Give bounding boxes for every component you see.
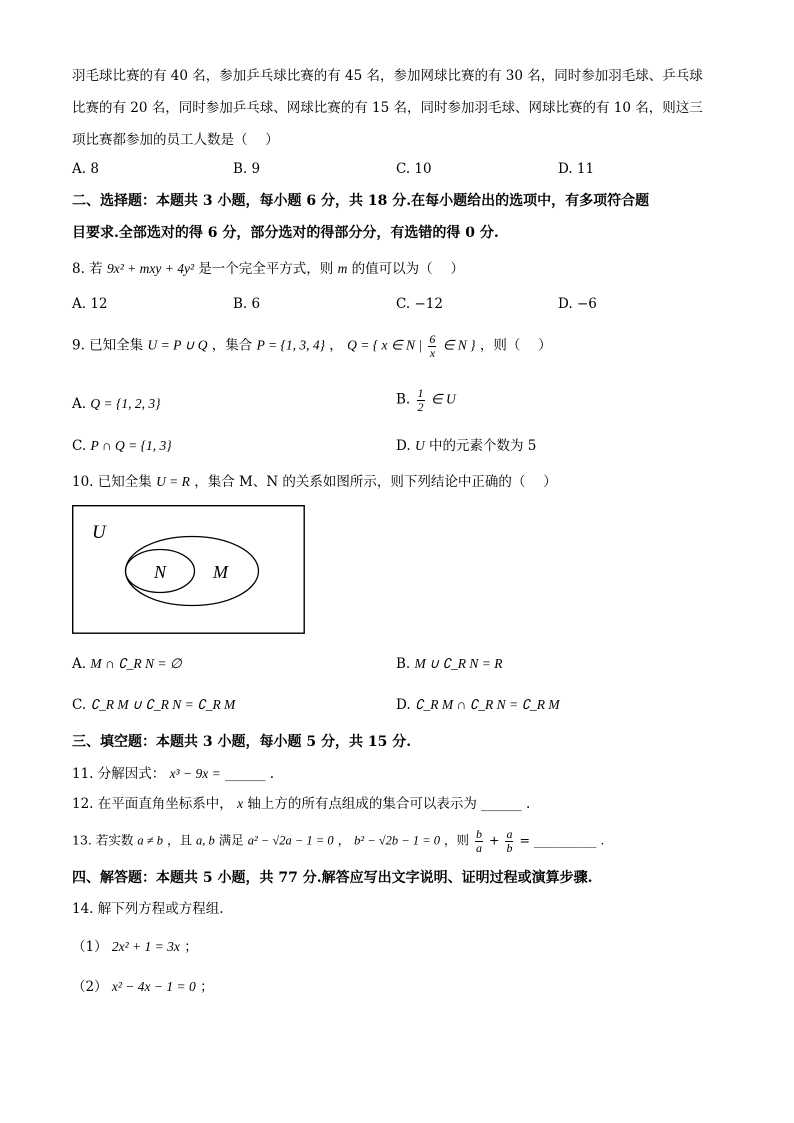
- section-2-heading-line-1: 二、选择题：本题共 3 小题，每小题 6 分，共 18 分.在每小题给出的选项中，有多项符合题: [72, 193, 650, 209]
- q9-mid-1: ，集合: [211, 337, 253, 354]
- q8-option-b: B. 6: [233, 296, 261, 312]
- q10-suffix: ，集合 M、N 的关系如图所示，则下列结论中正确的（ ）: [194, 474, 557, 490]
- q10-option-a-label: A.: [72, 656, 87, 672]
- venn-label-m: M: [213, 562, 228, 582]
- q9-option-c-label: C.: [72, 438, 87, 454]
- q9-fraction-denominator: x: [429, 345, 436, 360]
- q8-mid: 是一个完全平方式，则: [198, 261, 334, 277]
- q7-option-c: C. 10: [396, 161, 432, 177]
- q13-equation-2: b² − √2b − 1 = 0: [354, 833, 441, 848]
- section-3-heading: 三、填空题：本题共 3 小题，每小题 5 分，共 15 分.: [72, 734, 412, 750]
- q12-stem: [72, 797, 530, 812]
- q12-prefix: 12. 在平面直角坐标系中，: [72, 796, 233, 812]
- q9-option-d-text: 中的元素个数为 5: [428, 438, 537, 454]
- q7-stem-line-2: 比赛的有 20 名，同时参加乒乓球、网球比赛的有 15 名，同时参加羽毛球、网球比赛的有 10 名，则这三: [72, 100, 703, 116]
- q13-plus: +: [488, 832, 500, 848]
- q9-stem: [72, 333, 552, 359]
- q8-suffix: 的值可以为（ ）: [351, 261, 464, 277]
- q8-expression: 9x² + mxy + 4y²: [106, 261, 195, 276]
- q13-equals: =: [519, 832, 530, 848]
- q10-universal-set: U = R: [156, 474, 190, 489]
- q13-fraction-b-over-a: [475, 828, 483, 854]
- q8-option-d: D. −6: [558, 296, 597, 312]
- q13-end: .: [600, 832, 605, 848]
- q14-part-2-label: （2）: [72, 979, 108, 995]
- q9-option-b-denominator: 2: [417, 399, 424, 414]
- q12-variable: x: [237, 796, 244, 811]
- q10-option-a: [72, 657, 182, 672]
- q8-variable: m: [337, 261, 348, 276]
- q9-option-a-text: Q = {1, 2, 3}: [90, 396, 161, 411]
- q10-option-c-text: ∁_R M ∪ ∁_R N = ∁_R M: [90, 697, 236, 712]
- q11-expression: x³ − 9x =: [169, 766, 221, 781]
- q8-prefix: 8. 若: [72, 261, 103, 277]
- q10-option-b: [396, 657, 502, 672]
- q13-equation-1: a² − √2a − 1 = 0: [247, 833, 334, 848]
- q11-prefix: 11. 分解因式：: [72, 766, 166, 782]
- q13-stem: [72, 828, 604, 854]
- q7-option-b: B. 9: [233, 161, 261, 177]
- q13-variables: a, b: [195, 833, 215, 848]
- q9-option-b-fraction: [417, 387, 425, 413]
- venn-label-u: U: [92, 522, 106, 543]
- q11-answer-blank: ______: [225, 766, 266, 782]
- q13-mid-1: ，且: [166, 832, 192, 848]
- q10-prefix: 10. 已知全集: [72, 474, 152, 490]
- q14-stem: 14. 解下列方程或方程组.: [72, 901, 224, 917]
- q13-mid-3: ，则: [444, 832, 470, 848]
- q9-fraction-numerator: 6: [429, 332, 436, 346]
- q10-option-c-label: C.: [72, 697, 87, 713]
- q9-option-c: [72, 439, 172, 454]
- section-4-heading: 四、解答题：本题共 5 小题，共 77 分.解答应写出文字说明、证明过程或演算步骤.: [72, 870, 593, 886]
- q9-option-b-label: B.: [396, 391, 411, 408]
- q13-mid-2: 满足: [218, 832, 244, 848]
- q9-universal-set: U = P ∪ Q: [147, 337, 208, 353]
- q13-separator: ，: [337, 832, 351, 848]
- q7-stem-line-3: 项比赛都参加的员工人数是（ ）: [72, 132, 279, 148]
- q13-answer-blank: __________: [533, 832, 597, 848]
- q10-option-a-text: M ∩ ∁_R N = ∅: [90, 656, 182, 671]
- q13-fraction-2-denominator: b: [506, 840, 513, 855]
- q9-mid-2: ，: [329, 337, 343, 354]
- q9-option-c-text: P ∩ Q = {1, 3}: [90, 438, 172, 453]
- q14-part-1-label: （1）: [72, 939, 108, 955]
- q9-set-q-right: ∈ N }: [442, 337, 476, 353]
- q9-option-a-label: A.: [72, 396, 87, 412]
- q7-option-a: A. 8: [72, 161, 99, 177]
- q9-option-d-label: D.: [396, 438, 411, 454]
- q14-part-1-equation: 2x² + 1 = 3x: [111, 939, 180, 954]
- q13-condition: a ≠ b: [137, 833, 163, 848]
- q10-option-d-text: ∁_R M ∩ ∁_R N = ∁_R M: [414, 697, 560, 712]
- q9-set-p: P = {1, 3, 4}: [256, 337, 325, 353]
- q9-suffix: ，则（ ）: [479, 337, 552, 354]
- section-2-heading-line-2: 目要求.全部选对的得 6 分，部分选对的得部分分，有选错的得 0 分.: [72, 225, 499, 241]
- q9-option-b-numerator: 1: [417, 386, 424, 400]
- q8-stem: [72, 262, 464, 277]
- q10-option-b-text: M ∪ ∁_R N = R: [414, 656, 503, 671]
- q10-option-b-label: B.: [396, 656, 411, 672]
- q13-prefix: 13. 若实数: [72, 832, 134, 848]
- q9-option-b: [396, 387, 456, 413]
- q10-option-d: [396, 698, 560, 713]
- q7-option-d: D. 11: [558, 161, 595, 177]
- q14-part-2-end: ；: [200, 979, 214, 995]
- q9-option-d-variable: U: [414, 438, 425, 453]
- q12-text: 轴上方的所有点组成的集合可以表示为: [247, 796, 477, 812]
- q11-end: .: [269, 766, 275, 782]
- q13-fraction-1-denominator: a: [476, 840, 482, 855]
- q9-option-d: [396, 439, 536, 454]
- q14-part-2-equation: x² − 4x − 1 = 0: [111, 979, 196, 994]
- q13-fraction-1-numerator: b: [476, 827, 482, 841]
- venn-diagram: [72, 505, 306, 635]
- venn-set-m-ellipse: [126, 537, 259, 606]
- q9-fraction: [428, 333, 436, 359]
- q14-part-1: [72, 940, 198, 955]
- q10-stem: [72, 475, 557, 490]
- venn-universal-rectangle: [73, 506, 305, 634]
- q10-option-d-label: D.: [396, 697, 411, 713]
- q9-option-a: [72, 397, 161, 412]
- q8-option-a: A. 12: [72, 296, 108, 312]
- q10-option-c: [72, 698, 235, 713]
- q7-stem-line-1: 羽毛球比赛的有 40 名，参加乒乓球比赛的有 45 名，参加网球比赛的有 30 名，同时参加羽毛球、乒乓球: [72, 68, 703, 84]
- q9-option-b-text: ∈ U: [430, 391, 456, 407]
- q9-set-q-left: Q = { x ∈ N |: [347, 337, 423, 353]
- q9-prefix: 9. 已知全集: [72, 337, 144, 354]
- q14-part-1-end: ；: [184, 939, 198, 955]
- q12-answer-blank: ______: [481, 796, 522, 812]
- q13-fraction-a-over-b: [505, 828, 513, 854]
- q12-end: .: [525, 796, 531, 812]
- q13-fraction-2-numerator: a: [506, 827, 513, 841]
- q14-part-2: [72, 980, 214, 995]
- q8-option-c: C. −12: [396, 296, 443, 312]
- venn-label-n: N: [154, 562, 167, 582]
- q11-stem: [72, 767, 274, 782]
